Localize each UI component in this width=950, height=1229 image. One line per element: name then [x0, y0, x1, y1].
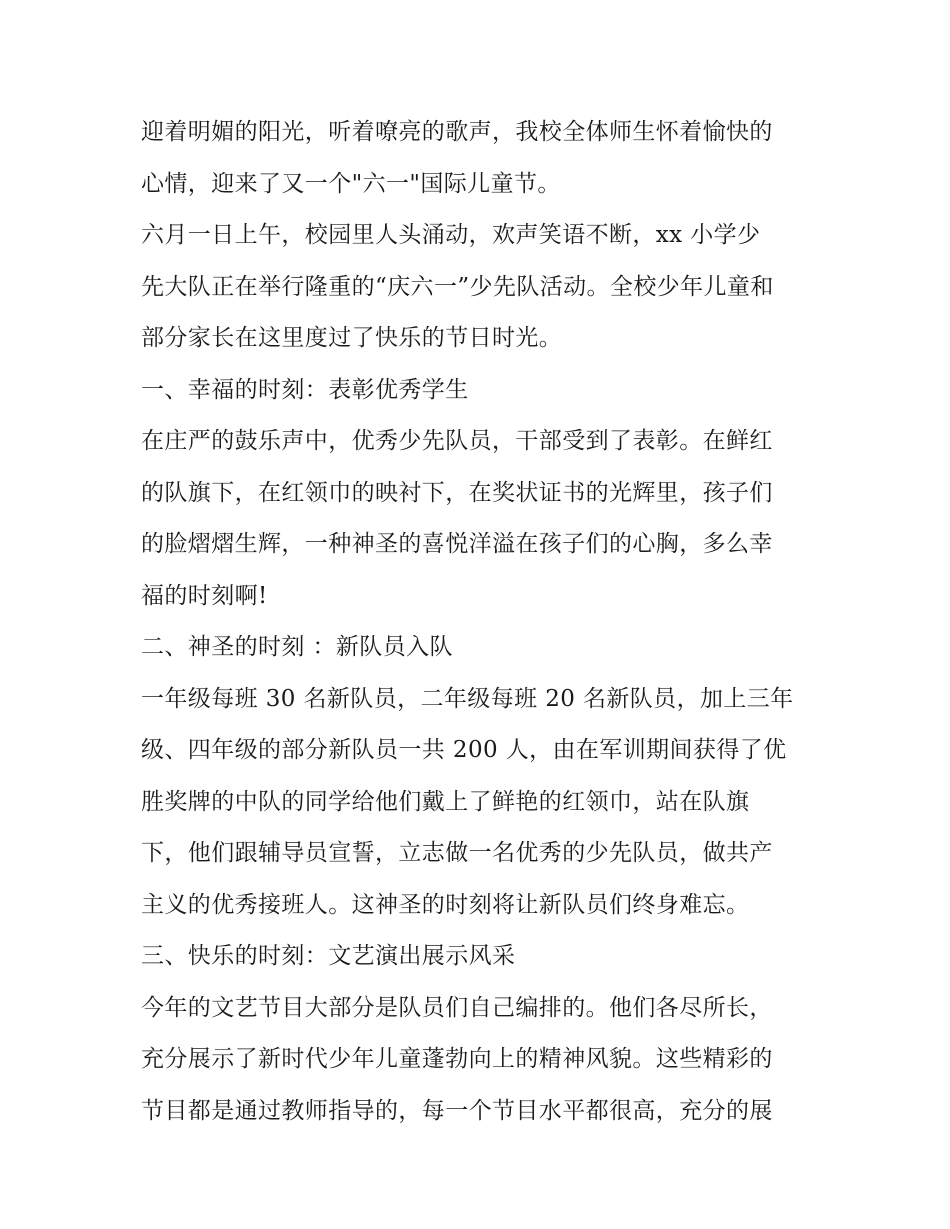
paragraph-line: 级、四年级的部分新队员一共 200 人，由在军训期间获得了优: [141, 737, 787, 763]
paragraph-line: 的脸熠熠生辉，一种神圣的喜悦洋溢在孩子们的心胸，多么幸: [141, 531, 773, 557]
paragraph-line: 在庄严的鼓乐声中，优秀少先队员，干部受到了表彰。在鲜红: [141, 428, 773, 454]
section-heading-3: 三、快乐的时刻：文艺演出展示风采: [141, 943, 516, 969]
paragraph-line: 六月一日上午，校园里人头涌动，欢声笑语不断，xx 小学少: [141, 222, 761, 248]
paragraph-line: 心情，迎来了又一个"六一"国际儿童节。: [141, 170, 561, 197]
section-heading-1: 一、幸福的时刻：表彰优秀学生: [141, 376, 469, 403]
section-heading-2: 二、神圣的时刻 ：新队员入队: [141, 634, 453, 660]
paragraph-line: 主义的优秀接班人。这神圣的时刻将让新队员们终身难忘。: [141, 891, 750, 918]
paragraph-line: 充分展示了新时代少年儿童蓬勃向上的精神风貌。这些精彩的: [141, 1046, 773, 1072]
paragraph-line: 节目都是通过教师指导的，每一个节目水平都很高，充分的展: [141, 1097, 773, 1124]
paragraph-line: 的队旗下，在红领巾的映衬下，在奖状证书的光辉里，孩子们: [141, 479, 773, 506]
paragraph-line: 先大队正在举行隆重的“庆六一”少先队活动。全校少年儿童和: [141, 273, 774, 300]
paragraph-line: 迎着明媚的阳光，听着嘹亮的歌声，我校全体师生怀着愉快的: [141, 119, 773, 145]
document-body: [141, 107, 813, 1137]
paragraph-line: 一年级每班 30 名新队员，二年级每班 20 名新队员，加上三年: [141, 685, 794, 712]
paragraph-line: 下，他们跟辅导员宣誓，立志做一名优秀的少先队员，做共产: [141, 840, 773, 866]
paragraph-line: 部分家长在这里度过了快乐的节日时光。: [141, 325, 563, 351]
paragraph-line: 胜奖牌的中队的同学给他们戴上了鲜艳的红领巾，站在队旗: [141, 788, 750, 815]
paragraph-line: 福的时刻啊!: [141, 582, 268, 609]
paragraph-line: 今年的文艺节目大部分是队员们自己编排的。他们各尽所长，: [141, 994, 773, 1021]
